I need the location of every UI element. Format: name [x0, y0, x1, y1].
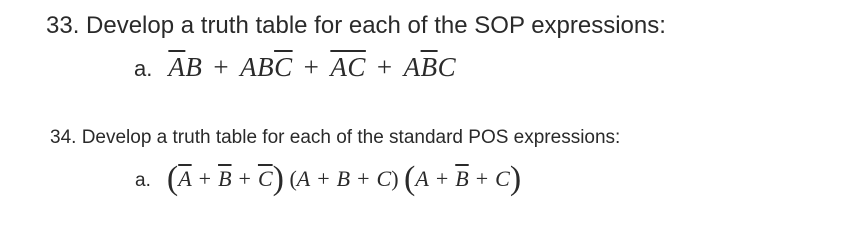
problem-33-part-a — [134, 52, 456, 83]
pos-expression: $(\overline{A} + \overline{B} + \overline{C}) (A + B + C) (A + \overline{B} + C)$ — [166, 160, 522, 197]
problem-34-part-a — [135, 160, 521, 198]
sop-expression: $\overline{A}B + AB\overline{C} + \overline{AC} + A\overline{B}C$ — [168, 52, 457, 82]
problem-33-heading: 33. Develop a truth table for each of the SOP expressions: — [46, 12, 666, 39]
part-label: a. — [135, 170, 151, 191]
problem-34-heading: 34. Develop a truth table for each of the standard POS expressions: — [50, 127, 621, 148]
part-label: a. — [134, 56, 153, 81]
